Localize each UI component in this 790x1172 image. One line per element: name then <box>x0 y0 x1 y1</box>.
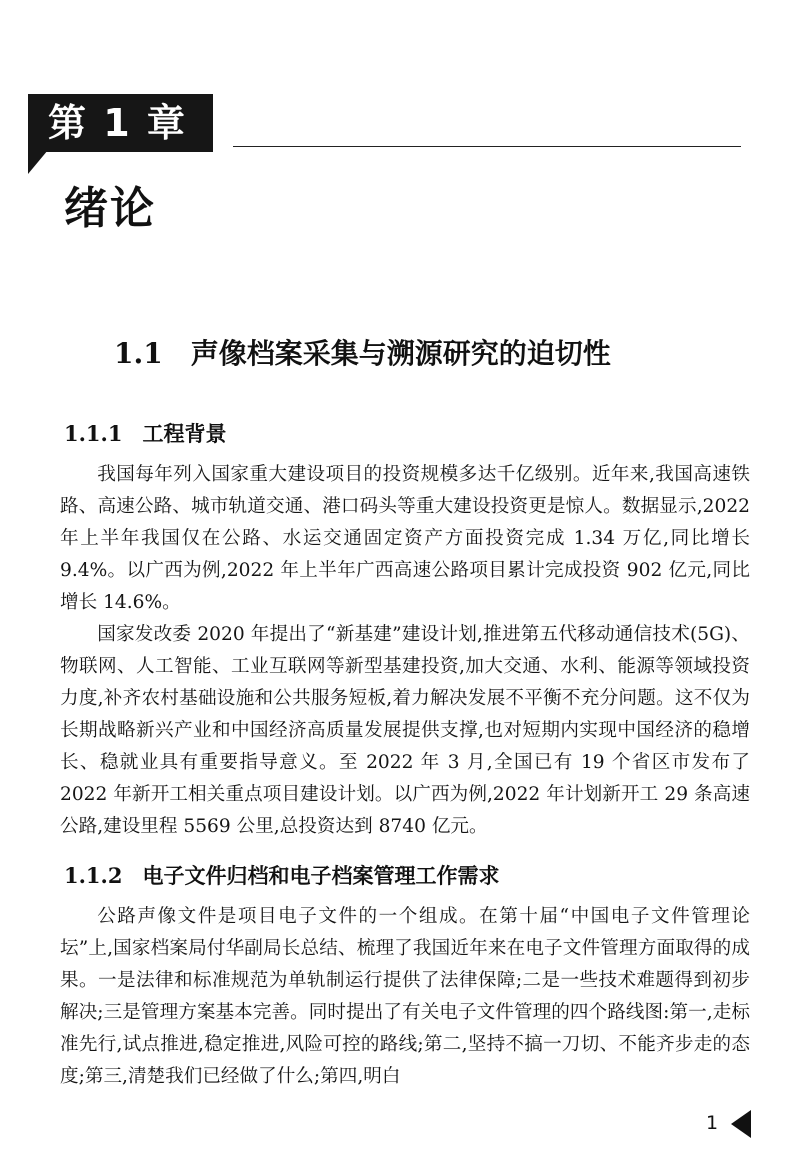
section-title: 声像档案采集与溯源研究的迫切性 <box>190 337 611 370</box>
paragraph: 国家发改委 2020 年提出了“新基建”建设计划,推进第五代移动通信技术(5G)、物联网、人工智能、工业互联网等新型基建投资,加大交通、水利、能源等领域投资力度,补齐农村基础设施和公共服务短板,着力解决发展不平衡不充分问题。这不仅为长期战略新兴产业和中国经济高质量发展提供支撑,也对短期内实现中国经济的稳增长、稳就业具有重要指导意义。至 2022 年 3 月,全国已有 19 个省区市发布了 2022 年新开工相关重点项目建设计划。以广西为例,2022 年计划新开工 29 条高速公路,建设里程 5569 公里,总投资达到 8740 亿元。 <box>60 624 750 837</box>
subsection-number: 1.1.1 <box>64 421 123 446</box>
chapter-title: 绪论 <box>64 183 156 234</box>
page-arrow-icon <box>731 1110 751 1138</box>
subsection-number: 1.1.2 <box>64 863 123 888</box>
page-number: 1 <box>706 1112 719 1134</box>
chapter-label-tail <box>28 150 48 174</box>
paragraph: 公路声像文件是项目电子文件的一个组成。在第十届“中国电子文件管理论坛”上,国家档案局付华副局长总结、梳理了我国近年来在电子文件管理方面取得的成果。一是法律和标准规范为单轨制运行提供了法律保障;二是一些技术难题得到初步解决;三是管理方案基本完善。同时提出了有关电子文件管理的四个路线图:第一,走标准先行,试点推进,稳定推进,风险可控的路线;第二,坚持不搞一刀切、不能齐步走的态度;第三,清楚我们已经做了什么;第四,明白 <box>60 906 750 1087</box>
subsection-title: 电子文件归档和电子档案管理工作需求 <box>142 863 500 888</box>
section-heading <box>114 332 611 372</box>
subsection-heading-1 <box>64 418 226 448</box>
subsection-heading-2 <box>64 860 499 890</box>
chapter-rule <box>233 146 741 147</box>
chapter-label: 第 1 章 <box>28 94 213 152</box>
section-number: 1.1 <box>114 337 163 370</box>
paragraph: 我国每年列入国家重大建设项目的投资规模多达千亿级别。近年来,我国高速铁路、高速公路、城市轨道交通、港口码头等重大建设投资更是惊人。数据显示,2022 年上半年我国仅在公路、水运交通固定资产方面投资完成 1.34 万亿,同比增长 9.4%。以广西为例,2022 年上半年广西高速公路项目累计完成投资 902 亿元,同比增长 14.6%。 <box>60 464 750 613</box>
subsection-title: 工程背景 <box>142 421 227 446</box>
